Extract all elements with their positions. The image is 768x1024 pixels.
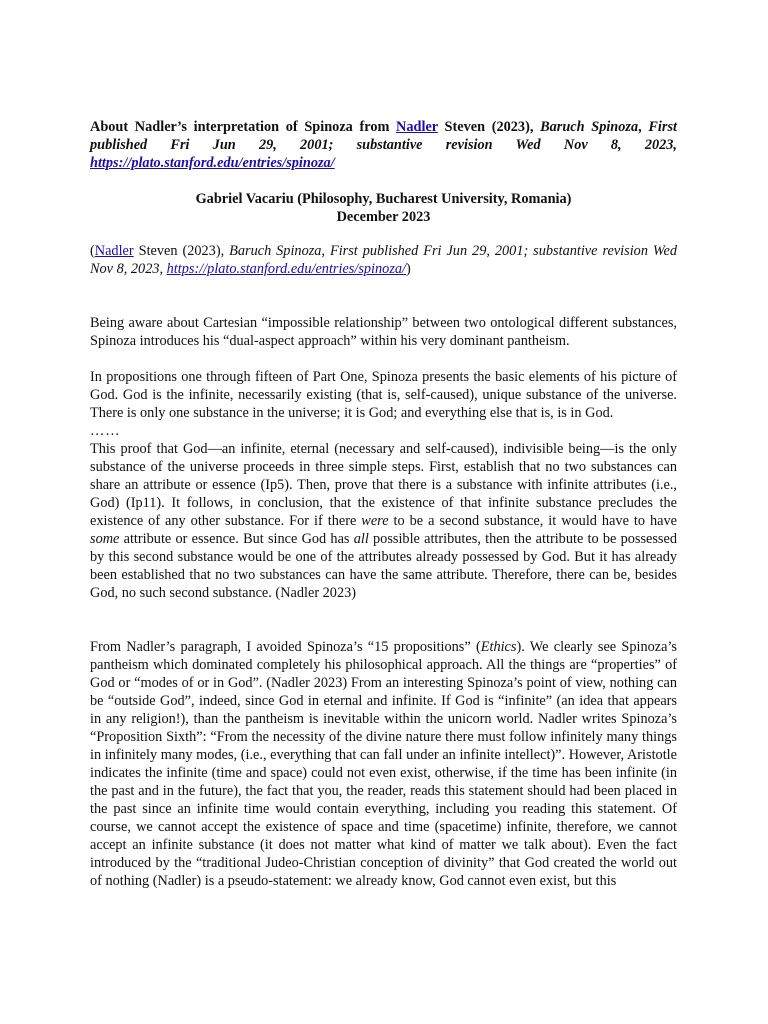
sep-url-text: https://plato.stanford.edu/entries/spinoza/ [90,155,335,171]
document-heading [90,118,677,172]
document-body [90,118,677,890]
heading-sep: , [638,119,649,135]
author-date: December 2023 [336,209,431,225]
p4-italic-ethics: Ethics [480,639,517,655]
p4-text-b: ). We clearly see Spinoza’s pantheism which dominated completely his philosophical approach. All the things are “properties” of God or “modes of or in God”. (Nadler 2023) From an interesting Spinoza’s point of view, nothing can be “outside God”, indeed, since God in eternal and infinite. If God is “infinite” (an idea that appears in any religion!), than the pantheism is inevitable within the unicorn world. Nadler writes Spinoza’s “Proposition Sixth”: “From the necessity of the divine nature there must follow infinitely many things in infinitely many modes, (i.e., everything that can fall under an infinite intellect)”. However, Aristotle indicates the infinite (time and space) could not even exist, otherwise, if the time has been infinite (in the past and in the future), the fact that you, the reader, reads this statement should had been placed in the past since an infinite time would contain everything, including you reading this statement. Of course, we cannot accept the existence of space and time (spacetime) infinite, therefore, we cannot accept an infinite substance (it does not matter what kind of matter we talk about). Even the fact introduced by the “traditional Judeo-Christian conception of divinity” that God created the world out of nothing (Nadler) is a pseudo-statement: we already know, God cannot even exist, but this [90,639,677,889]
p3-text-d: possible attributes, then the attribute to be possessed by this second substance would be one of the attributes already possessed by God. But it has already been established that no two substances can have the same attribute. Therefore, there can be, besides God, no such second substance. (Nadler 2023) [90,531,677,601]
paragraph-4 [90,638,677,890]
citation-close: ) [406,261,411,277]
p3-text-c: attribute or essence. But since God has [119,531,354,547]
citation-url-text: https://plato.stanford.edu/entries/spinoza/ [166,261,407,277]
p3-italic-were: were [361,513,389,529]
p3-text-a: This proof that God—an infinite, eternal (necessary and self-caused), indivisible being—is the only substance of the universe proceeds in three simple steps. First, establish that no two substances can share an attribute or essence (Ip5). Then, prove that there is a substance with infinite attributes (i.e., God) (Ip11). It follows, in conclusion, that the existence of that infinite substance precludes the existence of any other substance. For if there [90,441,677,529]
citation-italic: Baruch Spinoza, First published Fri Jun 29, 2001; substantive revision Wed Nov 8, 2023, [90,243,678,277]
nadler-link[interactable]: Nadler [396,119,438,135]
heading-mid: Steven (2023), [437,119,541,135]
paragraph-2: In propositions one through fifteen of Part One, Spinoza presents the basic elements of his picture of God. God is the infinite, necessarily existing (that is, self-caused), unique substance of the universe. There is only one substance in the universe; it is God; and everything else that is, is in God. [90,369,677,421]
citation [90,242,677,278]
p4-text-a: From Nadler’s paragraph, I avoided Spinoza’s “15 propositions” ( [90,639,481,655]
citation-url-link[interactable] [167,261,406,277]
heading-publication-info: First published Fri Jun 29, 2001; substantive revision Wed Nov 8, 2023, [90,119,677,153]
sep-url-link[interactable] [90,155,335,171]
heading-prefix: About Nadler’s interpretation of Spinoza from [90,119,397,135]
p3-italic-some: some [90,531,120,547]
paragraph-1: Being aware about Cartesian “impossible relationship” between two ontological different substances, Spinoza introduces his “dual-aspect approach” within his very dominant pantheism. [90,315,677,349]
p3-text-b: to be a second substance, it would have to have [388,513,677,529]
ellipsis: …… [90,423,121,439]
citation-open: ( [90,243,95,259]
p3-italic-all: all [353,531,369,547]
author-block [90,190,677,226]
citation-mid: Steven (2023), [133,243,230,259]
heading-title: Baruch Spinoza [540,119,639,135]
author-name: Gabriel Vacariu (Philosophy, Bucharest University, Romania) [195,191,572,207]
citation-nadler-link[interactable]: Nadler [94,243,134,259]
paragraph-3-quote [90,440,677,602]
